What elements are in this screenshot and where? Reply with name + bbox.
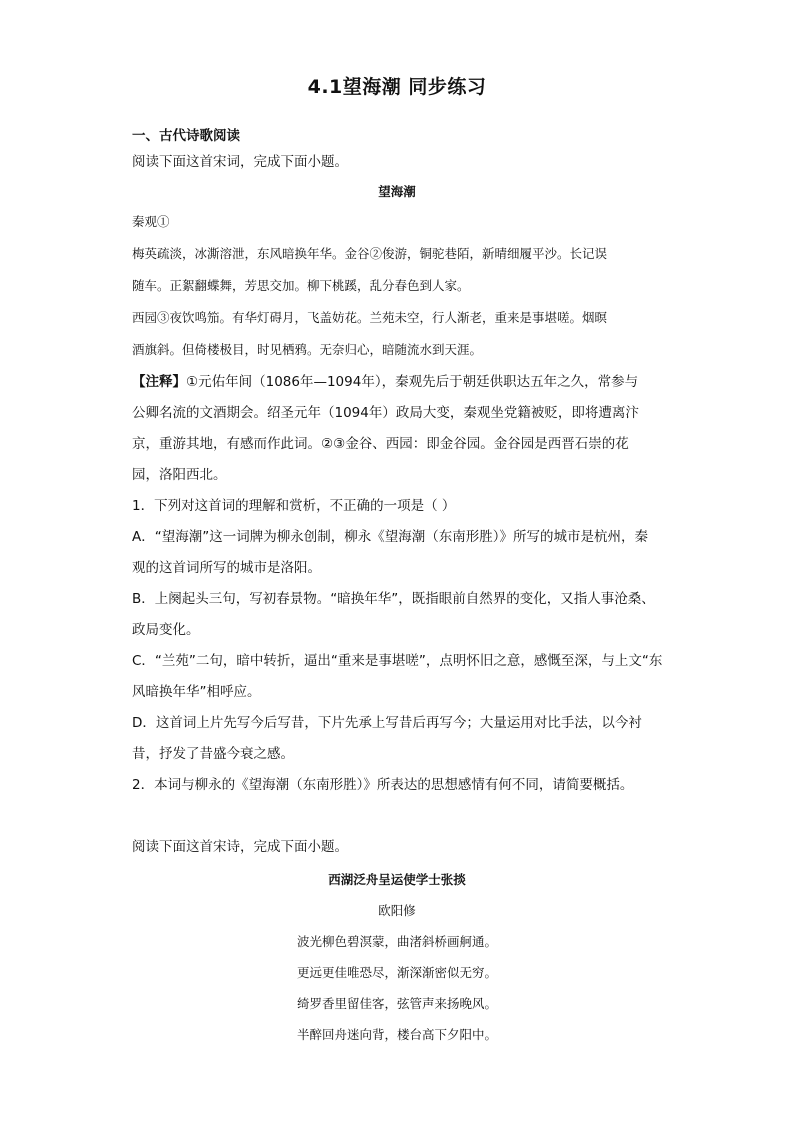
note-line: 公卿名流的文酒期会。绍圣元年（1094年）政局大变，秦观坐党籍被贬，即将遭离汴 [132, 405, 639, 421]
note-text: ①元佑年间（1086年—1094年），秦观先后于朝廷供职达五年之久，常参与 [186, 374, 639, 390]
poem-line: 更远更佳唯恐尽，渐深渐密似无穷。 [296, 965, 497, 980]
question-2-stem: 2．本词与柳永的《望海潮（东南形胜）》所表达的思想感情有何不同，请简要概括。 [132, 777, 634, 793]
poem-line: 波光柳色碧溟蒙，曲渚斜桥画舸通。 [296, 934, 497, 949]
option-d-line: 昔，抒发了昔盛今衰之感。 [132, 746, 294, 762]
option-b-line: B．上阕起头三句，写初春景物。“暗换年华”，既指眼前自然界的变化，又指人事沧桑、 [132, 591, 655, 607]
note-line [132, 370, 638, 390]
poem-author: 欧阳修 [378, 903, 416, 918]
poem-line: 半醉回舟迷向背，楼台高下夕阳中。 [296, 1027, 497, 1042]
poem-title: 望海潮 [378, 184, 416, 199]
option-c-line: C．“兰苑”二句，暗中转折，逼出“重来是事堪嗟”，点明怀旧之意，感慨至深，与上文“东 [132, 653, 663, 669]
option-b-line: 政局变化。 [132, 622, 200, 638]
option-c-line: 风暗换年华”相呼应。 [132, 684, 261, 700]
page-title: 4.1望海潮 同步练习 [307, 76, 487, 98]
section-intro: 阅读下面这首宋词，完成下面小题。 [132, 154, 348, 170]
poem-line: 随车。正絮翻蝶舞，芳思交加。柳下桃蹊，乱分春色到人家。 [132, 278, 470, 293]
poem-line: 梅英疏淡，冰澌溶泄，东风暗换年华。金谷②俊游，铜驼巷陌，新晴细履平沙。长记误 [132, 246, 608, 261]
poem-title: 西湖泛舟呈运使学士张掞 [328, 872, 466, 887]
note-line: 园，洛阳西北。 [132, 467, 227, 483]
option-a-line: 观的这首词所写的城市是洛阳。 [132, 560, 321, 576]
poem-line: 西园③夜饮鸣笳。有华灯碍月，飞盖妨花。兰苑未空，行人渐老，重来是事堪嗟。烟暝 [132, 310, 608, 325]
poem-line: 绮罗香里留佳客，弦管声来扬晚风。 [296, 996, 497, 1011]
option-d-line: D．这首词上片先写今后写昔，下片先承上写昔后再写今；大量运用对比手法，以今衬 [132, 715, 642, 731]
question-1-stem: 1．下列对这首词的理解和赏析，不正确的一项是（ ） [132, 498, 456, 514]
note-line: 京，重游其地，有感而作此词。②③金谷、西园：即金谷园。金谷园是西晋石崇的花 [132, 436, 629, 452]
section-intro: 阅读下面这首宋诗，完成下面小题。 [132, 839, 348, 855]
option-a-line: A．“望海潮”这一词牌为柳永创制，柳永《望海潮（东南形胜）》所写的城市是杭州，秦 [132, 529, 648, 545]
section-heading: 一、古代诗歌阅读 [132, 128, 240, 144]
note-label: 【注释】 [132, 374, 186, 390]
poem-author: 秦观① [132, 214, 170, 229]
poem-line: 酒旗斜。但倚楼极目，时见栖鸦。无奈归心，暗随流水到天涯。 [132, 342, 483, 357]
